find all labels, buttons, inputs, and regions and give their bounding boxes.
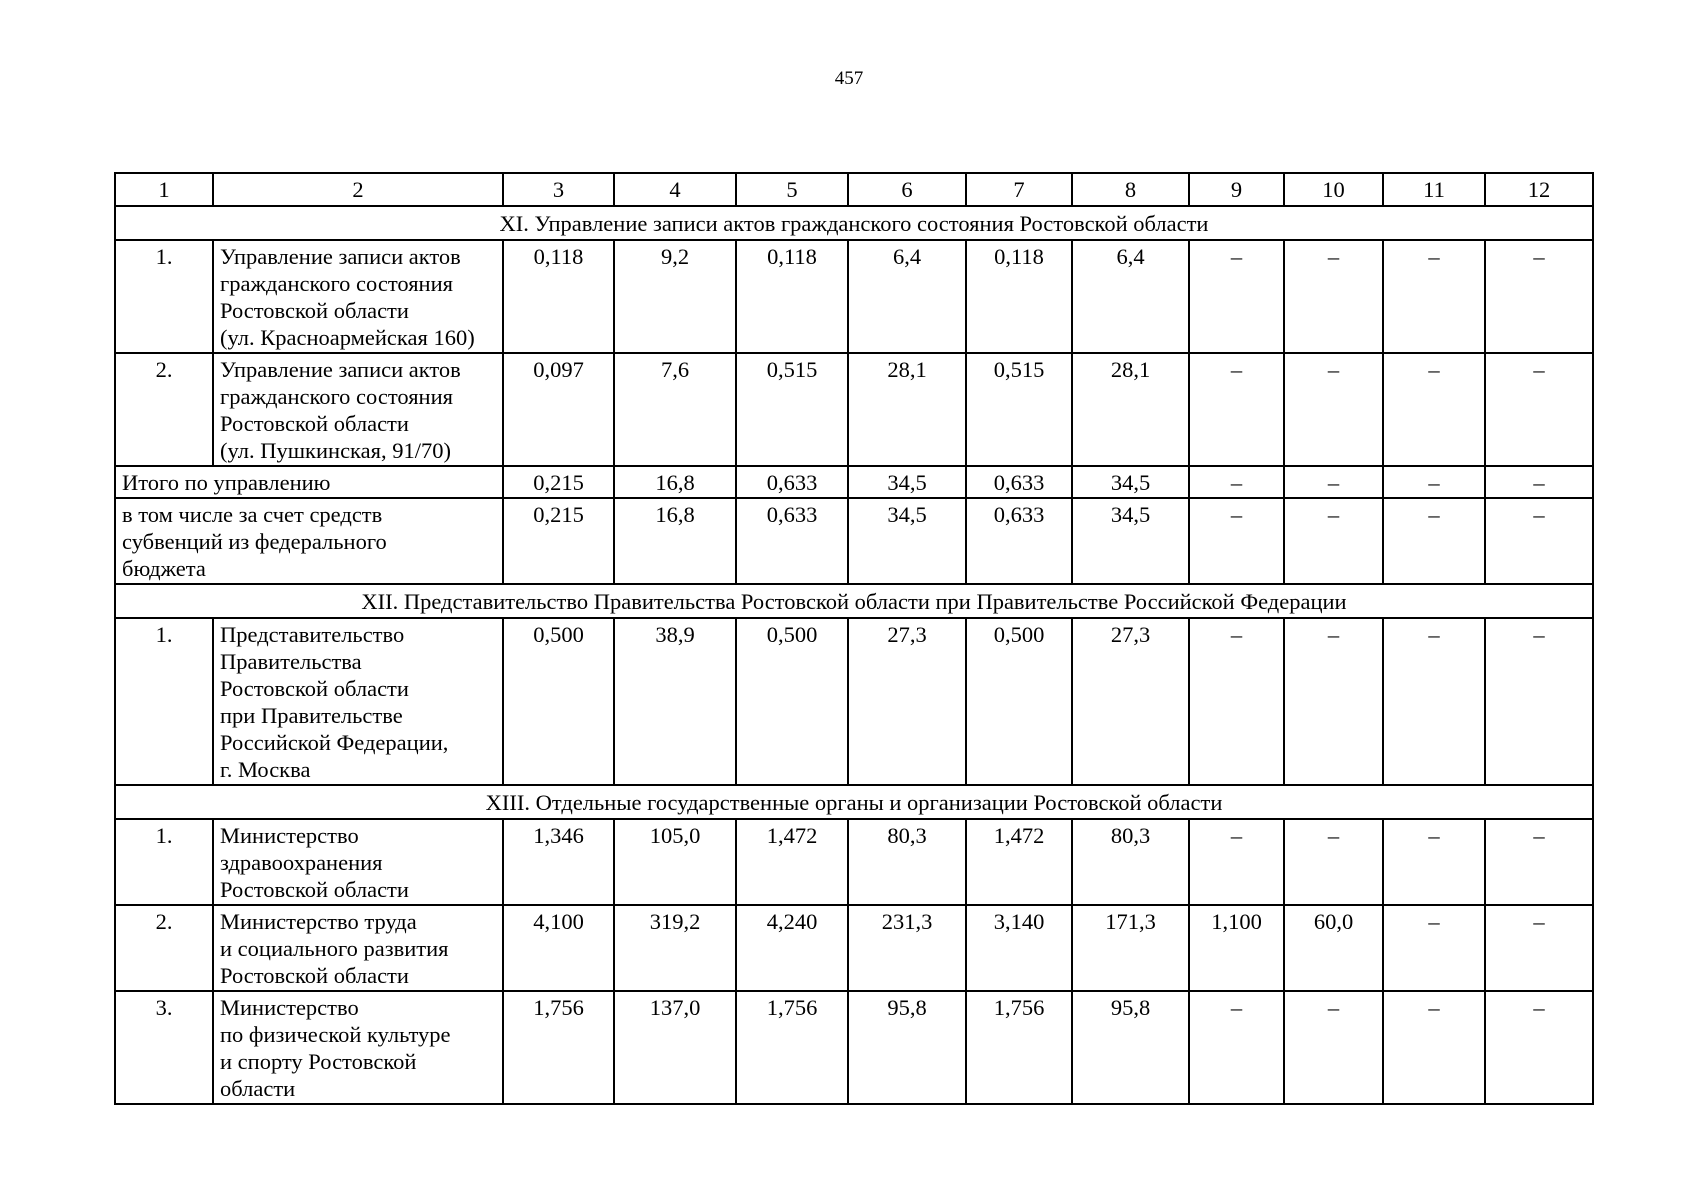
value-cell: – — [1485, 240, 1593, 353]
value-cell: 9,2 — [614, 240, 736, 353]
column-number-cell: 8 — [1072, 173, 1189, 206]
value-cell: – — [1383, 353, 1485, 466]
value-cell: 7,6 — [614, 353, 736, 466]
cell-text-line: Ростовской области — [220, 877, 409, 902]
value-cell: – — [1189, 466, 1284, 498]
cell-text-line: гражданского состояния — [220, 271, 453, 296]
column-number-cell: 1 — [115, 173, 213, 206]
cell-text-line: Российской Федерации, — [220, 730, 449, 755]
value-cell: 0,215 — [503, 466, 614, 498]
table-row — [115, 991, 1593, 1104]
value-cell: 0,097 — [503, 353, 614, 466]
value-cell: – — [1383, 240, 1485, 353]
column-number-cell: 6 — [848, 173, 966, 206]
value-cell: – — [1485, 618, 1593, 785]
section-title: XIII. Отдельные государственные органы и организации Ростовской области — [115, 785, 1593, 819]
value-cell: – — [1284, 498, 1383, 584]
cell-text-line: и спорту Ростовской — [220, 1049, 417, 1074]
cell-text-line: Министерство — [220, 995, 359, 1020]
organization-name — [213, 819, 503, 905]
value-cell: 95,8 — [1072, 991, 1189, 1104]
value-cell: – — [1383, 466, 1485, 498]
column-number-cell: 3 — [503, 173, 614, 206]
value-cell: 1,756 — [503, 991, 614, 1104]
value-cell: 1,472 — [736, 819, 848, 905]
value-cell: 0,633 — [966, 498, 1072, 584]
value-cell: 95,8 — [848, 991, 966, 1104]
cell-text-line: по физической культуре — [220, 1022, 451, 1047]
value-cell: 6,4 — [848, 240, 966, 353]
value-cell: – — [1284, 466, 1383, 498]
organization-name — [213, 991, 503, 1104]
value-cell: – — [1284, 819, 1383, 905]
value-cell: 16,8 — [614, 466, 736, 498]
cell-text-line: Ростовской области — [220, 298, 409, 323]
value-cell: 0,633 — [736, 466, 848, 498]
organization-name — [213, 353, 503, 466]
column-number-row — [115, 173, 1593, 206]
table-row — [115, 353, 1593, 466]
cell-text-line: и социального развития — [220, 936, 449, 961]
page-number: 457 — [834, 68, 864, 89]
cell-text-line: (ул. Пушкинская, 91/70) — [220, 438, 451, 463]
value-cell: 28,1 — [848, 353, 966, 466]
value-cell: – — [1485, 819, 1593, 905]
table-row — [115, 905, 1593, 991]
cell-text-line: области — [220, 1076, 296, 1101]
value-cell: 34,5 — [848, 498, 966, 584]
cell-text-line: Представительство — [220, 622, 405, 647]
value-cell: – — [1189, 991, 1284, 1104]
column-number-cell: 7 — [966, 173, 1072, 206]
value-cell: 0,118 — [736, 240, 848, 353]
value-cell: 0,500 — [966, 618, 1072, 785]
column-number-cell: 2 — [213, 173, 503, 206]
organization-name — [213, 905, 503, 991]
value-cell: – — [1189, 618, 1284, 785]
value-cell: 80,3 — [1072, 819, 1189, 905]
column-number-cell: 9 — [1189, 173, 1284, 206]
value-cell: 1,756 — [736, 991, 848, 1104]
value-cell: – — [1284, 240, 1383, 353]
value-cell: – — [1485, 466, 1593, 498]
value-cell: 28,1 — [1072, 353, 1189, 466]
cell-text-line: (ул. Красноармейская 160) — [220, 325, 475, 350]
table-row — [115, 240, 1593, 353]
column-number-cell: 10 — [1284, 173, 1383, 206]
cell-text-line: Управление записи актов — [220, 244, 461, 269]
value-cell: 1,100 — [1189, 905, 1284, 991]
cell-text-line: Управление записи актов — [220, 357, 461, 382]
value-cell: 0,118 — [966, 240, 1072, 353]
organization-name — [213, 618, 503, 785]
column-number-cell: 5 — [736, 173, 848, 206]
value-cell: 0,118 — [503, 240, 614, 353]
table-row — [115, 618, 1593, 785]
cell-text-line: бюджета — [122, 556, 206, 581]
cell-text-line: гражданского состояния — [220, 384, 453, 409]
value-cell: 171,3 — [1072, 905, 1189, 991]
cell-text-line: Ростовской области — [220, 963, 409, 988]
value-cell: – — [1284, 618, 1383, 785]
value-cell: 137,0 — [614, 991, 736, 1104]
value-cell: 16,8 — [614, 498, 736, 584]
cell-text-line: субвенций из федерального — [122, 529, 387, 554]
section-title: XII. Представительство Правительства Ростовской области при Правительстве Российской Федерации — [115, 584, 1593, 618]
value-cell: 0,633 — [966, 466, 1072, 498]
column-number-cell: 4 — [614, 173, 736, 206]
value-cell: 6,4 — [1072, 240, 1189, 353]
value-cell: – — [1189, 353, 1284, 466]
table-row — [115, 819, 1593, 905]
row-number: 3. — [115, 991, 213, 1104]
row-number: 2. — [115, 905, 213, 991]
total-label — [115, 498, 503, 584]
row-number: 2. — [115, 353, 213, 466]
value-cell: 27,3 — [1072, 618, 1189, 785]
cell-text-line: Правительства — [220, 649, 362, 674]
value-cell: 0,500 — [503, 618, 614, 785]
value-cell: – — [1383, 905, 1485, 991]
value-cell: – — [1485, 991, 1593, 1104]
value-cell: – — [1485, 353, 1593, 466]
value-cell: 0,633 — [736, 498, 848, 584]
value-cell: – — [1284, 353, 1383, 466]
value-cell: 231,3 — [848, 905, 966, 991]
cell-text-line: Министерство труда — [220, 909, 417, 934]
budget-table — [114, 172, 1594, 1105]
value-cell: 38,9 — [614, 618, 736, 785]
total-label — [115, 466, 503, 498]
cell-text-line: Итого по управлению — [122, 470, 331, 495]
value-cell: 4,240 — [736, 905, 848, 991]
row-number: 1. — [115, 240, 213, 353]
section-title-row — [115, 584, 1593, 618]
section-title-row — [115, 206, 1593, 240]
cell-text-line: Ростовской области — [220, 411, 409, 436]
cell-text-line: Ростовской области — [220, 676, 409, 701]
value-cell: – — [1383, 618, 1485, 785]
value-cell: – — [1485, 905, 1593, 991]
value-cell: 3,140 — [966, 905, 1072, 991]
value-cell: 4,100 — [503, 905, 614, 991]
cell-text-line: при Правительстве — [220, 703, 403, 728]
value-cell: 1,346 — [503, 819, 614, 905]
value-cell: 0,215 — [503, 498, 614, 584]
total-row — [115, 466, 1593, 498]
value-cell: 27,3 — [848, 618, 966, 785]
value-cell: – — [1485, 498, 1593, 584]
total-row — [115, 498, 1593, 584]
value-cell: – — [1383, 498, 1485, 584]
value-cell: 0,515 — [966, 353, 1072, 466]
value-cell: 34,5 — [1072, 466, 1189, 498]
value-cell: 0,500 — [736, 618, 848, 785]
value-cell: 1,472 — [966, 819, 1072, 905]
value-cell: 34,5 — [848, 466, 966, 498]
value-cell: – — [1383, 819, 1485, 905]
cell-text-line: Министерство — [220, 823, 359, 848]
section-title: XI. Управление записи актов гражданского состояния Ростовской области — [115, 206, 1593, 240]
column-number-cell: 11 — [1383, 173, 1485, 206]
table-body — [115, 173, 1593, 1104]
value-cell: 34,5 — [1072, 498, 1189, 584]
value-cell: 80,3 — [848, 819, 966, 905]
value-cell: 105,0 — [614, 819, 736, 905]
cell-text-line: в том числе за счет средств — [122, 502, 383, 527]
value-cell: 0,515 — [736, 353, 848, 466]
column-number-cell: 12 — [1485, 173, 1593, 206]
value-cell: 319,2 — [614, 905, 736, 991]
section-title-row — [115, 785, 1593, 819]
value-cell: – — [1189, 819, 1284, 905]
value-cell: – — [1284, 991, 1383, 1104]
cell-text-line: г. Москва — [220, 757, 311, 782]
cell-text-line: здравоохранения — [220, 850, 383, 875]
organization-name — [213, 240, 503, 353]
value-cell: – — [1383, 991, 1485, 1104]
value-cell: 1,756 — [966, 991, 1072, 1104]
value-cell: – — [1189, 498, 1284, 584]
value-cell: 60,0 — [1284, 905, 1383, 991]
row-number: 1. — [115, 618, 213, 785]
row-number: 1. — [115, 819, 213, 905]
value-cell: – — [1189, 240, 1284, 353]
